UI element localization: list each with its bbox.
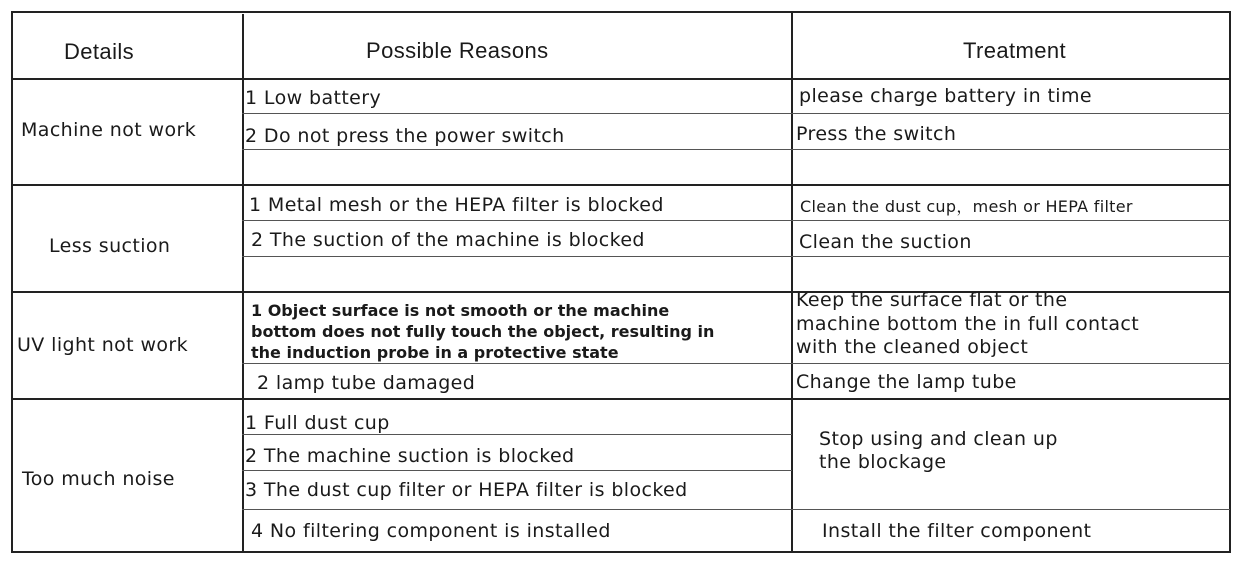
detail-too-much-noise: Too much noise [22, 468, 175, 490]
treatment-cell: Stop using and clean up [819, 428, 1058, 450]
treatment-cell: Press the switch [796, 123, 957, 145]
header-divider [11, 78, 1231, 80]
header-treatment: Treatment [963, 38, 1067, 63]
header-possible-reasons: Possible Reasons [366, 38, 549, 63]
treatment-cell: the blockage [819, 451, 947, 473]
reason-cell: 1 Full dust cup [245, 412, 390, 434]
row-divider [242, 220, 1230, 221]
row-divider [242, 149, 1230, 150]
group-divider-1 [11, 184, 1231, 186]
detail-less-suction: Less suction [49, 235, 171, 257]
reason-cell: 1 Object surface is not smooth or the machine [251, 301, 670, 320]
group-divider-3 [11, 398, 1231, 400]
treatment-cell: with the cleaned object [796, 336, 1029, 358]
row-divider [242, 113, 1230, 114]
row-divider [242, 470, 792, 471]
reason-cell: 1 Metal mesh or the HEPA filter is blocked [249, 194, 664, 216]
treatment-cell: Clean the suction [799, 231, 972, 253]
row-divider [242, 509, 1230, 510]
table-border-left [11, 11, 13, 552]
treatment-cell: Clean the dust cup，mesh or HEPA filter [800, 197, 1133, 216]
table-border-top [11, 11, 1231, 13]
row-divider [242, 256, 1230, 257]
reason-cell: 2 Do not press the power switch [245, 125, 565, 147]
row-divider [242, 363, 1230, 364]
detail-machine-not-work: Machine not work [21, 119, 197, 141]
reason-cell: 1 Low battery [245, 87, 382, 109]
treatment-cell: please charge battery in time [799, 85, 1092, 107]
reason-cell: 2 The suction of the machine is blocked [251, 229, 645, 251]
reason-cell: 4 No filtering component is installed [251, 520, 611, 542]
treatment-cell: Change the lamp tube [796, 371, 1017, 393]
reason-cell: the induction probe in a protective state [251, 343, 619, 362]
column-divider-1 [242, 14, 244, 552]
reason-cell: 3 The dust cup filter or HEPA filter is blocked [245, 479, 688, 501]
reason-cell: 2 lamp tube damaged [257, 372, 476, 394]
reason-cell: bottom does not fully touch the object, resulting in [251, 322, 715, 341]
treatment-cell: machine bottom the in full contact [796, 313, 1140, 335]
detail-uv-light-not-work: UV light not work [17, 334, 189, 356]
treatment-cell: Install the filter component [822, 520, 1092, 542]
treatment-cell: Keep the surface flat or the [796, 289, 1068, 311]
reason-cell: 2 The machine suction is blocked [245, 445, 575, 467]
table-border-right [1229, 11, 1231, 552]
table-border-bottom [11, 551, 1231, 553]
header-details: Details [64, 39, 135, 64]
